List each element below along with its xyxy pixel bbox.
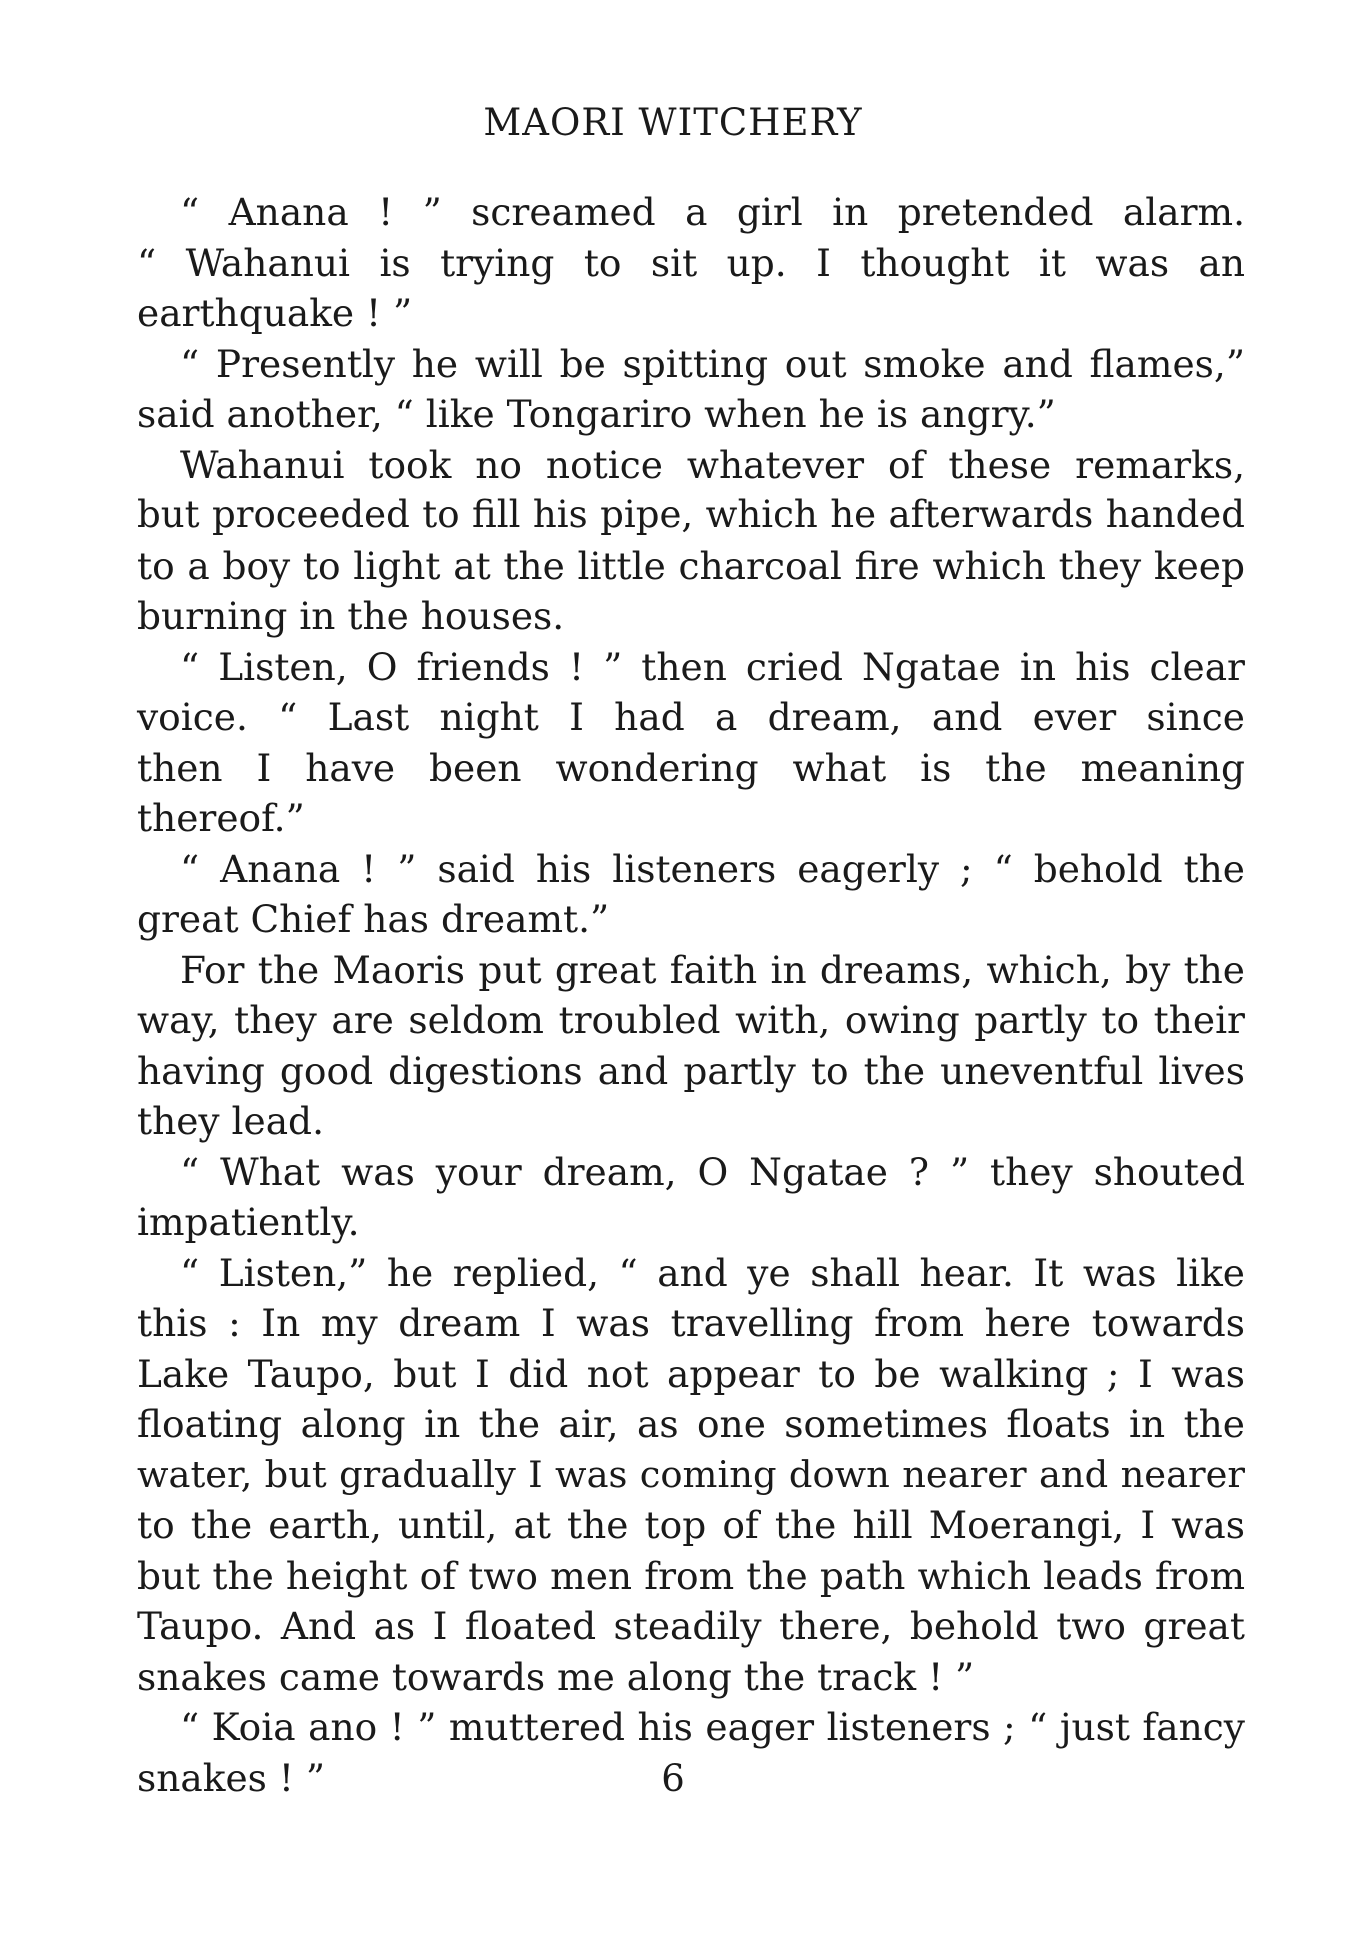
text-line: “ Presently he will be spitting out smoke and flames,”	[180, 341, 1245, 386]
text-line: Lake Taupo, but I did not appear to be walking ; I was	[137, 1351, 1245, 1396]
text-line: but the height of two men from the path which leads from	[137, 1553, 1245, 1598]
page-number: 6	[661, 1757, 685, 1800]
text-line: burning in the houses.	[137, 594, 565, 638]
text-line: “ Anana ! ” screamed a girl in pretended alarm.	[180, 190, 1245, 234]
text-line: this : In my dream I was travelling from here towards	[137, 1301, 1245, 1345]
text-line: floating along in the air, as one sometimes floats in the	[137, 1402, 1245, 1446]
text-body	[137, 187, 1245, 1803]
text-line: having good digestions and partly to the uneventful lives	[137, 1048, 1245, 1093]
text-line: impatiently.	[137, 1200, 360, 1244]
text-line: voice. “ Last night I had a dream, and ever since	[137, 695, 1245, 739]
running-head: MAORI WITCHERY	[483, 101, 863, 144]
text-line: “ Wahanui is trying to sit up. I thought it was an	[137, 240, 1245, 285]
text-line: Taupo. And as I floated steadily there, behold two great	[137, 1604, 1245, 1648]
text-line: great Chief has dreamt.”	[137, 897, 610, 941]
text-line: Wahanui took no notice whatever of these remarks,	[180, 442, 1245, 487]
text-line: snakes ! ”	[137, 1755, 325, 1800]
text-line: snakes came towards me along the track ! ”	[137, 1654, 975, 1699]
text-line: said another, “ like Tongariro when he is angry.”	[137, 392, 1056, 436]
text-line: water, but gradually I was coming down nearer and nearer	[137, 1452, 1245, 1496]
text-line: thereof.”	[137, 796, 305, 840]
text-line: then I have been wondering what is the meaning	[137, 745, 1245, 790]
text-line: but proceeded to fill his pipe, which he afterwards handed	[137, 493, 1245, 536]
text-line: “ Listen,” he replied, “ and ye shall hear. It was like	[180, 1250, 1245, 1295]
text-line: “ What was your dream, O Ngatae ? ” they shouted	[180, 1149, 1245, 1194]
text-line: to the earth, until, at the top of the hill Moerangi, I was	[137, 1503, 1245, 1547]
text-line: way, they are seldom troubled with, owing partly to their	[137, 998, 1245, 1042]
text-line: “ Koia ano ! ” muttered his eager listeners ; “ just fancy	[180, 1705, 1245, 1749]
text-line: For the Maoris put great faith in dreams, which, by the	[180, 947, 1245, 992]
text-line: earthquake ! ”	[137, 291, 413, 335]
text-line: they lead.	[137, 1099, 324, 1143]
text-line: to a boy to light at the little charcoal fire which they keep	[137, 543, 1245, 588]
text-line: “ Listen, O friends ! ” then cried Ngatae in his clear	[180, 644, 1245, 689]
text-line: “ Anana ! ” said his listeners eagerly ; “ behold the	[180, 846, 1245, 891]
